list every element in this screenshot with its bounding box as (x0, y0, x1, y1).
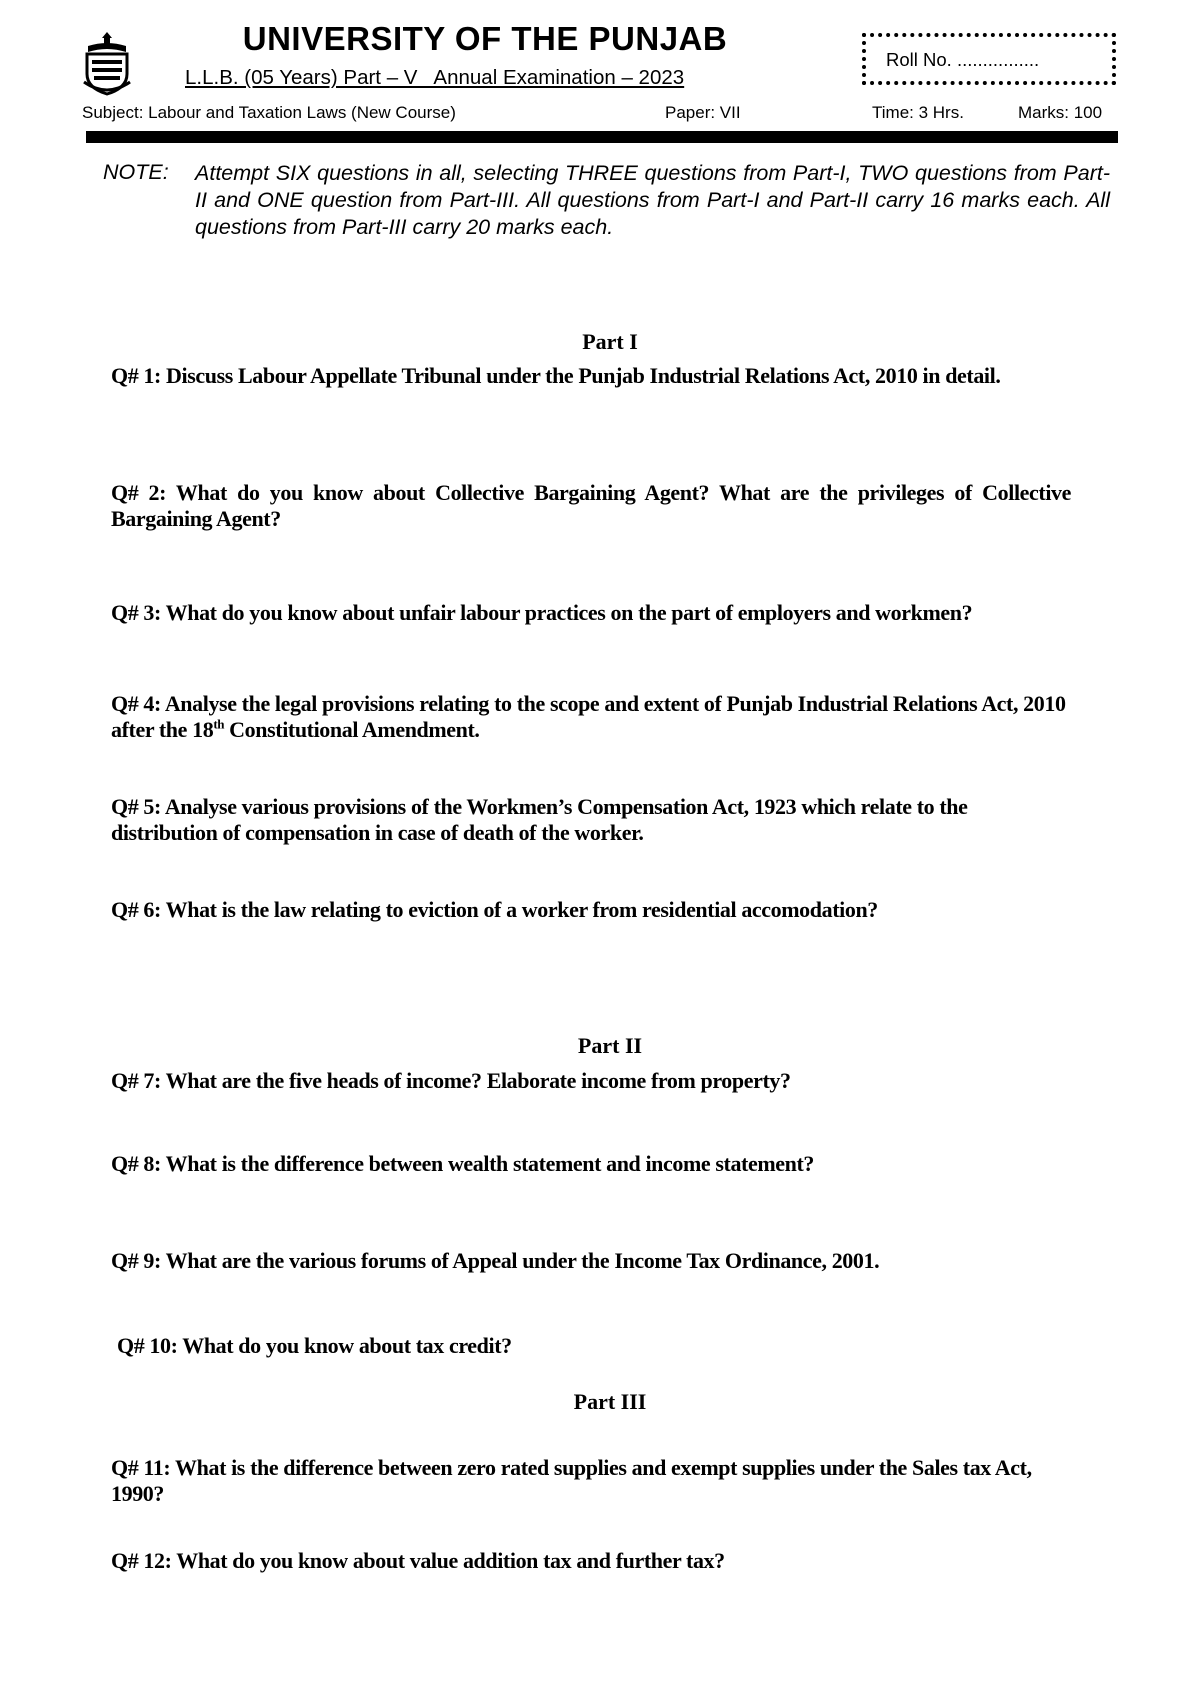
part-heading-2: Part II (577, 1033, 643, 1058)
question-4-text-end: Constitutional Amendment. (224, 717, 480, 742)
question-10: Q# 10: What do you know about tax credit? (117, 1333, 512, 1358)
subject-line: Subject: Labour and Taxation Laws (New Course) (82, 103, 456, 122)
part-heading-3: Part III (573, 1389, 647, 1414)
question-12: Q# 12: What do you know about value addition tax and further tax? (111, 1548, 725, 1573)
question-11: Q# 11: What is the difference between zero rated supplies and exempt supplies under the Sales tax Act, 1990? (111, 1455, 1032, 1506)
roll-number-label: Roll No. ................ (886, 49, 1040, 70)
question-6: Q# 6: What is the law relating to eviction of a worker from residential accomodation? (111, 897, 878, 922)
question-4-text: Q# 4: Analyse the legal provisions relating to the scope and extent of Punjab Industrial Relations Act, 2010 after the 18 (111, 691, 1066, 742)
question-2: Q# 2: What do you know about Collective Bargaining Agent? What are the privileges of Collective Bargaining Agent? (111, 480, 1071, 531)
note-label: NOTE: (103, 160, 169, 184)
ordinal-suffix: th (213, 716, 225, 732)
university-crest-icon (82, 30, 132, 96)
question-9: Q# 9: What are the various forums of Appeal under the Income Tax Ordinance, 2001. (111, 1248, 880, 1273)
question-8: Q# 8: What is the difference between wealth statement and income statement? (111, 1151, 815, 1176)
header-divider (86, 131, 1118, 143)
exam-title: L.L.B. (05 Years) Part – V Annual Examination – 2023 (185, 66, 685, 89)
roll-number-box (862, 33, 1116, 85)
part-heading-1: Part I (582, 329, 638, 354)
university-title: UNIVERSITY OF THE PUNJAB (242, 20, 728, 57)
time-allowed: Time: 3 Hrs. (872, 103, 964, 122)
question-4 (111, 691, 1071, 743)
note-text: Attempt SIX questions in all, selecting THREE questions from Part-I, TWO questions from Part-II and ONE question from Part-III. All questions from Part-I and Part-II carry 16 marks each. All questions from Part-III carry 20 marks each. (195, 161, 1110, 239)
paper-number: Paper: VII (665, 103, 741, 122)
question-3: Q# 3: What do you know about unfair labour practices on the part of employers and workmen? (111, 600, 973, 625)
question-5: Q# 5: Analyse various provisions of the Workmen’s Compensation Act, 1923 which relate to the distribution of compensation in case of death of the worker. (111, 794, 968, 845)
question-7: Q# 7: What are the five heads of income? Elaborate income from property? (111, 1068, 791, 1093)
total-marks: Marks: 100 (1018, 103, 1103, 122)
question-1: Q# 1: Discuss Labour Appellate Tribunal under the Punjab Industrial Relations Act, 2010 in detail. (111, 363, 1001, 388)
